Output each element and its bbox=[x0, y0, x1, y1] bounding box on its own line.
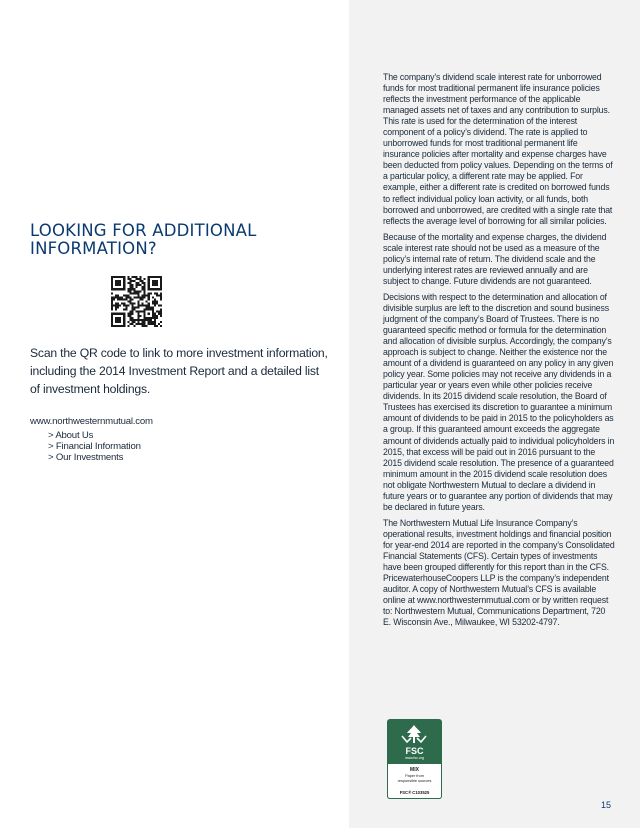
fsc-mix-label: MIX bbox=[410, 767, 419, 773]
scan-instructions: Scan the QR code to link to more investment information, including the 2014 Investment Report and a detailed list of investment holdings. bbox=[30, 346, 328, 396]
fsc-url: www.fsc.org bbox=[405, 756, 424, 760]
website-link[interactable]: www.northwesternmutual.com bbox=[30, 416, 153, 427]
fsc-label-band bbox=[387, 763, 442, 799]
paragraph: The Northwestern Mutual Life Insurance Company’s operational results, investment holdings and financial position for year-end 2014 are reported in the company’s Consolidated Financial Statements (CFS). Certain types of investments have been grouped differently for this report than in the CFS. PricewaterhouseCoopers LLP is the company’s independent auditor. A copy of Northwestern Mutual’s CFS is available online at www.northwesternmutual.com or by written request to: Northwestern Mutual, Communications Department, 720 E. Wisconsin Ave., Milwaukee, WI 53202-4797. bbox=[383, 517, 615, 628]
paragraph: Decisions with respect to the determination and allocation of divisible surplus are left to the discretion and sound business judgment of the company’s Board of Trustees. There is no guaranteed specific method or formula for the determination and allocation of divisible surplus. Accordingly, the company’s approach is subject to change. Neither the existence nor the amount of a dividend is guaranteed on any policy in any given policy year. Some policies may not receive any dividends in a particular year or years even while other policies receive dividends. In its 2015 dividend scale resolution, the Board of Trustees has exercised its discretion to guarantee a minimum amount of dividends to be paid in 2015 to the policyholders as a group. If this guaranteed amount exceeds the aggregate amount of dividends actually paid to individual policyholders in 2015, that excess will be paid out in 2016 pursuant to the 2015 dividend scale resolution. The presence of a guaranteed minimum amount in the 2015 dividend scale resolution does not obligate Northwestern Mutual to declare a dividend in future years or to guarantee any portion of dividends that may be declared in future years. bbox=[383, 291, 615, 512]
quick-links bbox=[48, 430, 141, 463]
fsc-logo-text: FSC bbox=[405, 746, 424, 756]
section-heading: LOOKING FOR ADDITIONAL INFORMATION? bbox=[30, 221, 257, 258]
link-our-investments[interactable]: > Our Investments bbox=[48, 452, 124, 463]
qr-code-icon[interactable] bbox=[111, 276, 162, 327]
fsc-license-code: FSC® C103525 bbox=[399, 790, 430, 795]
fsc-description bbox=[388, 774, 441, 783]
body-text bbox=[383, 72, 615, 633]
fsc-desc-line1: Paper from bbox=[405, 774, 424, 778]
page-number: 15 bbox=[601, 800, 612, 810]
link-about-us[interactable]: > About Us bbox=[48, 430, 94, 441]
fsc-certification-badge bbox=[387, 719, 442, 799]
link-financial-information[interactable]: > Financial Information bbox=[48, 441, 141, 452]
fsc-tree-check-icon bbox=[399, 722, 429, 748]
paragraph: The company’s dividend scale interest rate for unborrowed funds for most traditional permanent life insurance policies reflects the investment performance of the applicable managed assets net of taxes and any contribution to surplus. This rate is used for the determination of the interest component of a policy’s dividend. The rate is applied to unborrowed funds for most traditional permanent life insurance policies after mortality and expense charges have been deducted from policy values. Depending on the terms of a particular policy, a different rate may be applied. For example, either a different rate is credited on borrowed funds to reflect individual policy loan activity, or all funds, both borrowed and unborrowed, are credited with a single rate that reflects the average level of borrowing for all similar policies. bbox=[383, 72, 613, 226]
paragraph: Because of the mortality and expense charges, the dividend scale interest rate should not be used as a measure of the policy’s internal rate of return. The dividend scale and the underlying interest rates are reviewed annually and are subject to change. Future dividends are not guaranteed. bbox=[383, 231, 607, 286]
fsc-desc-line2: responsible sources bbox=[397, 778, 432, 783]
